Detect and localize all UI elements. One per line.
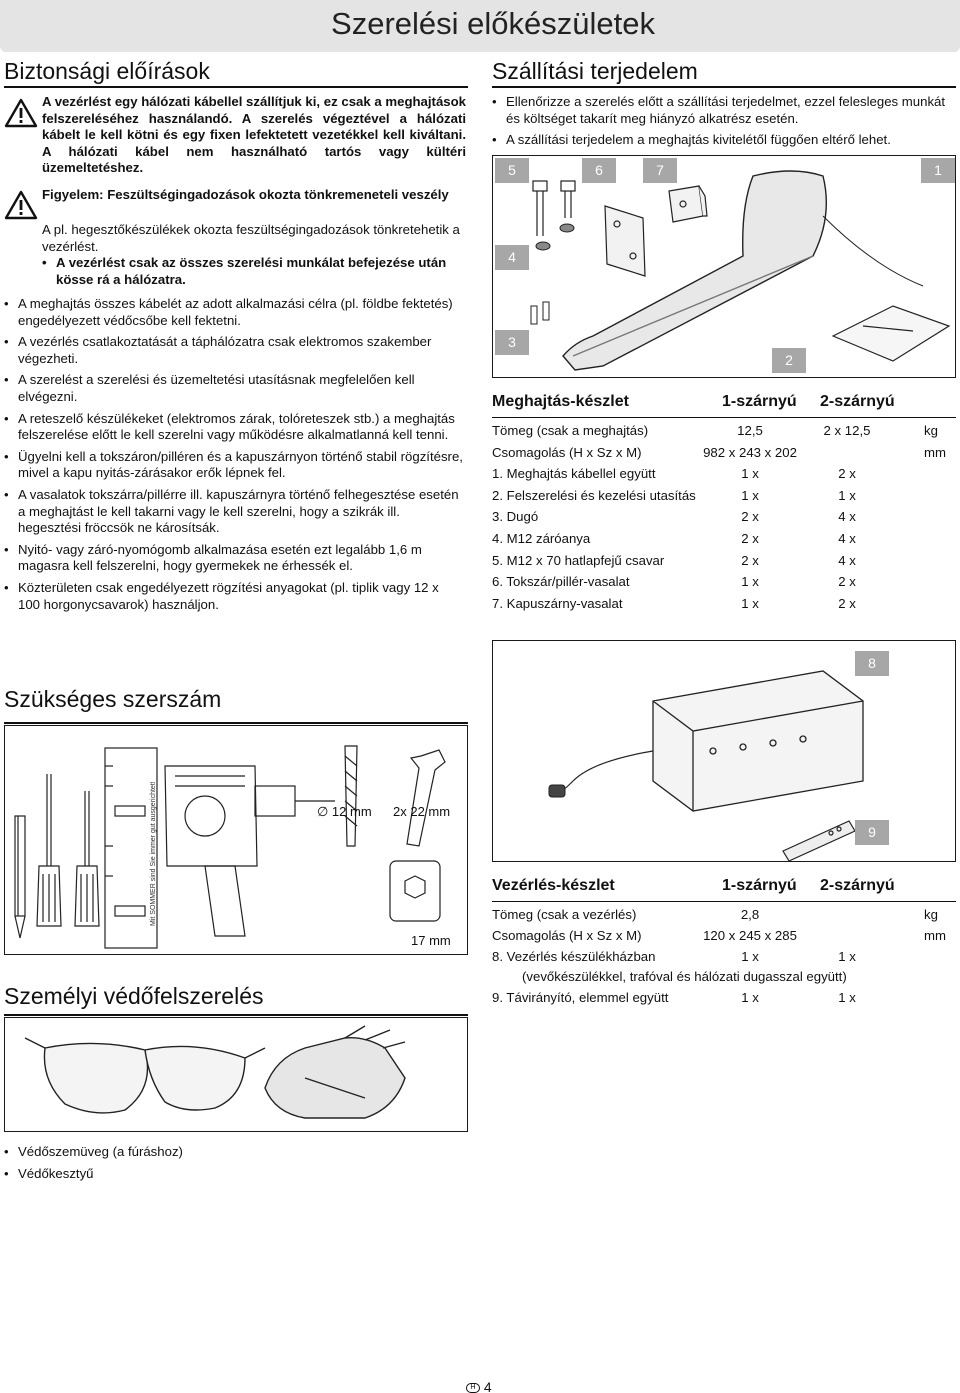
control-kit-col2: 2-szárnyú bbox=[820, 877, 895, 894]
table-cell-v2: 2 x bbox=[838, 466, 856, 482]
drill-bit-icon bbox=[345, 746, 357, 846]
level-caption: Mit SOMMER sind Sie immer gut ausgerichtet! bbox=[150, 781, 157, 926]
table-cell-name: 5. M12 x 70 hatlapfejű csavar bbox=[492, 552, 665, 568]
table-cell-unit: mm bbox=[924, 444, 946, 460]
power-cord-line bbox=[561, 751, 653, 791]
wrench-icon bbox=[407, 750, 445, 846]
delivery-list-item: • Ellenőrizze a szerelés előtt a szállítási terjedelmet, ezzel felesleges munkát és költséget takarít meg hiányzó alkatrész esetén. bbox=[492, 94, 952, 127]
table-row bbox=[492, 531, 960, 549]
table-row bbox=[492, 423, 960, 441]
table-cell-name: 3. Dugó bbox=[492, 509, 539, 525]
table-cell-v2: 4 x bbox=[838, 509, 856, 525]
table-cell-name: 9. Távirányító, elemmel együtt bbox=[492, 990, 669, 1006]
table-cell-v1: 1 x bbox=[741, 466, 759, 482]
wrench-size-label: 2x 22 mm bbox=[393, 804, 451, 819]
table-cell-v1: 1 x bbox=[741, 990, 759, 1006]
table-row bbox=[492, 553, 960, 571]
table-cell-v1: 982 x 243 x 202 bbox=[703, 444, 797, 460]
voltage-warning-title: Figyelem: Feszültségingadozások okozta tönkremeneteli veszély bbox=[42, 187, 449, 202]
part-number-label: 9 bbox=[855, 820, 889, 845]
manual-icon bbox=[833, 306, 949, 361]
page-title: Szerelési előkészületek bbox=[331, 6, 655, 41]
table-cell-name: (vevőkészülékkel, trafóval és hálózati dugasszal együtt) bbox=[522, 969, 847, 985]
control-kit-rule bbox=[492, 901, 956, 902]
table-cell-name: Csomagolás (H x Sz x M) bbox=[492, 927, 642, 943]
part-number-label: 3 bbox=[495, 330, 529, 355]
table-cell-name: Csomagolás (H x Sz x M) bbox=[492, 444, 642, 460]
voltage-warning-text: A pl. hegesztőkészülékek okozta feszültségingadozások tönkretehetik a vezérlést. bbox=[42, 222, 460, 254]
table-row bbox=[492, 488, 960, 506]
cable-line bbox=[823, 216, 923, 286]
page-footer bbox=[466, 1379, 492, 1393]
table-cell-v2: 1 x bbox=[838, 990, 856, 1006]
table-row bbox=[492, 509, 960, 527]
drive-kit-table bbox=[492, 393, 960, 618]
table-cell-v1: 2,8 bbox=[740, 907, 760, 922]
socket-size-label: 17 mm bbox=[411, 933, 451, 948]
safety-list-item: • A reteszelő készülékeket (elektromos zárak, tolóreteszek stb.) a meghajtás felszerelése előtt le kell szerelni vagy működésre alkalmatlanná kell tenni. bbox=[4, 411, 464, 444]
safety-list-item: • A szerelést a szerelési és üzemeltetési utasításnak megfelelően kell elvégezni. bbox=[4, 372, 464, 405]
warning-icon bbox=[4, 98, 38, 128]
table-row bbox=[492, 907, 960, 925]
language-badge: H bbox=[466, 1383, 480, 1393]
control-box-icon bbox=[653, 671, 863, 811]
table-cell-v1: 2 x bbox=[741, 552, 759, 568]
delivery-list-item: • A szállítási terjedelem a meghajtás kivitelétől függően eltérő lehet. bbox=[492, 132, 952, 149]
warning-icon bbox=[4, 190, 38, 220]
remote-control-icon bbox=[783, 821, 855, 861]
safety-list-item: • A meghajtás összes kábelét az adott alkalmazási célra (pl. földbe fektetés) engedélyezett védőcsőbe kell fektetni. bbox=[4, 296, 464, 329]
table-row bbox=[492, 928, 960, 946]
safety-list bbox=[4, 296, 464, 618]
safety-title: Biztonsági előírások bbox=[4, 58, 210, 84]
drive-kit-rule bbox=[492, 417, 956, 418]
drive-kit-illustration bbox=[492, 155, 956, 378]
control-kit-title: Vezérlés-készlet bbox=[492, 877, 615, 894]
plug-icon bbox=[549, 785, 565, 797]
control-kit-header bbox=[492, 877, 960, 899]
gloves-icon bbox=[265, 1026, 405, 1118]
table-cell-v2: 4 x bbox=[838, 531, 856, 546]
table-cell-v1: 1 x bbox=[741, 948, 759, 964]
drive-kit-col1: 1-szárnyú bbox=[722, 393, 797, 410]
safety-glasses-icon bbox=[25, 1038, 265, 1113]
table-cell-unit: kg bbox=[924, 907, 938, 922]
table-row bbox=[492, 445, 960, 463]
ppe-list-item: • Védőkesztyű bbox=[4, 1166, 464, 1183]
part-number-label: 1 bbox=[921, 158, 955, 183]
table-cell-v1: 1 x bbox=[741, 574, 759, 590]
ppe-title: Személyi védőfelszerelés bbox=[4, 983, 264, 1009]
screwdriver-icon bbox=[75, 791, 99, 926]
ppe-list-item: • Védőszemüveg (a fúráshoz) bbox=[4, 1144, 464, 1161]
part-number-label: 2 bbox=[772, 348, 806, 373]
safety-list-item: • Nyitó- vagy záró-nyomógomb alkalmazása esetén ezt legalább 1,6 m magasra kell felszerelni, hogy gyermekek ne érhessék el. bbox=[4, 542, 464, 575]
page-number: 4 bbox=[483, 1379, 492, 1393]
ppe-illustration bbox=[4, 1017, 468, 1132]
ppe-rule bbox=[4, 1014, 468, 1016]
table-cell-name: 1. Meghajtás kábellel együtt bbox=[492, 466, 656, 482]
table-row bbox=[492, 466, 960, 484]
safety-list-item: • A vasalatok tokszárra/pillérre ill. kapuszárnyra történő felhegesztése esetén a meghajtást le kell takarni vagy le kell szerelni, hogy a szikrák ill. hegesztési fröccsök ne károsítsák. bbox=[4, 487, 464, 537]
safety-list-item: • Ügyelni kell a tokszáron/pilléren és a kapuszárnyon történő stabil rögzítésre, mivel a kapu nyitás-zárásakor erők lépnek fel. bbox=[4, 449, 464, 482]
table-cell-v1: 12,5 bbox=[737, 423, 763, 438]
safety-warning-cable: A vezérlést egy hálózati kábellel szállítjuk ki, ez csak a meghajtások felszereléséhez használandó. A szerelés végeztével a hálózati kábelt le kell kötni és egy fixen lefektetett vezetékkel kell kiváltani. A hálózati kábel nem használható tartós vagy kültéri üzemeltetéshez. bbox=[42, 94, 466, 176]
drill-icon bbox=[165, 766, 335, 936]
table-cell-name: 2. Felszerelési és kezelési utasítás bbox=[492, 487, 696, 503]
pencil-icon bbox=[15, 816, 25, 938]
drive-kit-col2: 2-szárnyú bbox=[820, 393, 895, 410]
tools-rule bbox=[4, 722, 468, 724]
table-cell-unit: kg bbox=[924, 423, 938, 438]
table-cell-name: Tömeg (csak a vezérlés) bbox=[492, 907, 637, 922]
drive-kit-header bbox=[492, 393, 960, 415]
socket-icon bbox=[390, 861, 440, 921]
drill-size-label: ∅ 12 mm bbox=[317, 804, 372, 819]
table-cell-name: 7. Kapuszárny-vasalat bbox=[492, 595, 623, 611]
table-cell-v1: 1 x bbox=[741, 595, 759, 611]
drive-kit-title: Meghajtás-készlet bbox=[492, 393, 629, 410]
table-row bbox=[492, 574, 960, 592]
control-kit-table bbox=[492, 877, 960, 1007]
table-cell-v1: 2 x bbox=[741, 531, 759, 546]
safety-rule bbox=[4, 86, 468, 88]
table-cell-name: 6. Tokszár/pillér-vasalat bbox=[492, 574, 630, 590]
control-kit-col1: 1-szárnyú bbox=[722, 877, 797, 894]
post-bracket-icon bbox=[605, 206, 645, 276]
dowel-icon bbox=[531, 302, 549, 324]
safety-list-item: • A vezérlés csatlakoztatását a táphálózatra csak elektromos szakember végezheti. bbox=[4, 334, 464, 367]
table-cell-v2: 1 x bbox=[838, 487, 856, 503]
tools-illustration bbox=[4, 725, 468, 955]
safety-list-item: • Közterületen csak engedélyezett rögzítési anyagokat (pl. tiplik vagy 12 x 100 horgonycsavarok) használjon. bbox=[4, 580, 464, 613]
delivery-rule bbox=[492, 86, 956, 88]
table-cell-name: 8. Vezérlés készülékházban bbox=[492, 948, 656, 964]
voltage-warning-bullet: • A vezérlést csak az összes szerelési munkálat befejezése után kösse rá a hálózatra. bbox=[42, 255, 447, 287]
table-cell-v1: 1 x bbox=[741, 487, 759, 503]
table-cell-v1: 2 x bbox=[741, 509, 759, 525]
table-cell-v2: 1 x bbox=[838, 948, 856, 964]
table-row bbox=[492, 596, 960, 614]
tools-title: Szükséges szerszám bbox=[4, 686, 222, 712]
part-number-label: 5 bbox=[495, 158, 529, 183]
table-cell-name: 4. M12 záróanya bbox=[492, 531, 591, 546]
table-row bbox=[492, 969, 960, 987]
ppe-list bbox=[4, 1144, 464, 1187]
table-cell-v1: 120 x 245 x 285 bbox=[703, 927, 797, 943]
delivery-list bbox=[492, 94, 952, 154]
table-cell-v2: 2 x bbox=[838, 595, 856, 611]
nut-icon bbox=[536, 224, 574, 250]
table-cell-name: Tömeg (csak a meghajtás) bbox=[492, 423, 649, 438]
delivery-title: Szállítási terjedelem bbox=[492, 58, 698, 84]
table-row bbox=[492, 990, 960, 1008]
part-number-label: 8 bbox=[855, 651, 889, 676]
table-cell-v2: 2 x 12,5 bbox=[823, 423, 871, 438]
table-cell-v2: 4 x bbox=[838, 552, 856, 568]
screwdriver-icon bbox=[37, 774, 61, 926]
part-number-label: 7 bbox=[643, 158, 677, 183]
part-number-label: 6 bbox=[582, 158, 616, 183]
table-row bbox=[492, 949, 960, 967]
leaf-bracket-icon bbox=[669, 186, 707, 222]
table-cell-v2: 2 x bbox=[838, 574, 856, 590]
table-cell-unit: mm bbox=[924, 927, 946, 943]
part-number-label: 4 bbox=[495, 245, 529, 270]
